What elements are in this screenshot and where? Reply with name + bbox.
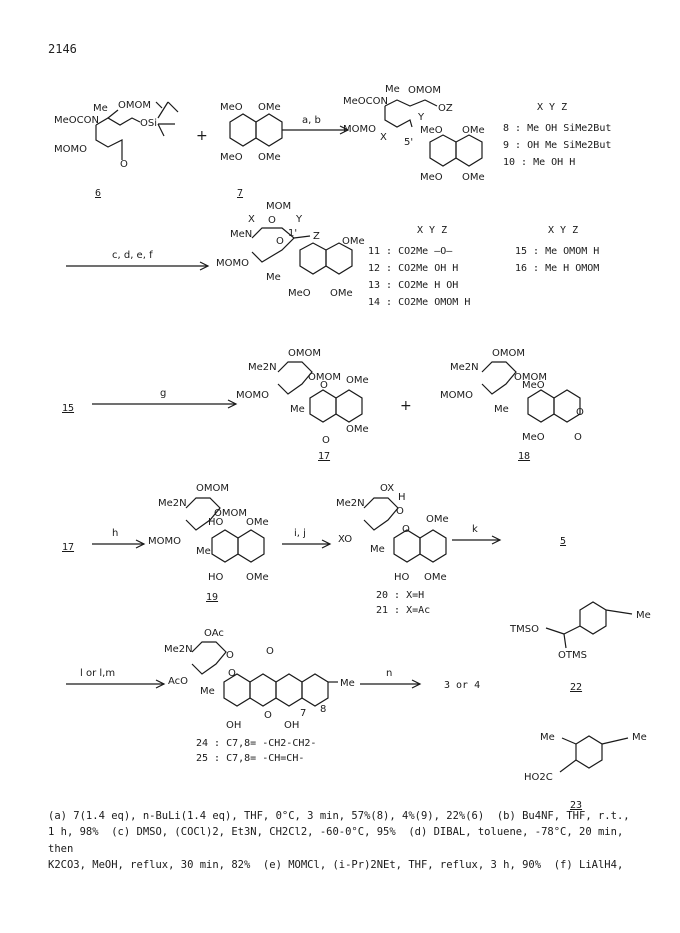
arrow-cdef bbox=[66, 250, 208, 270]
svg-text:Me: Me bbox=[340, 678, 355, 689]
svg-text:O: O bbox=[264, 710, 272, 721]
svg-text:Me2N: Me2N bbox=[164, 644, 193, 655]
svg-text:OMOM: OMOM bbox=[408, 85, 441, 96]
compound-ref-17: 17 bbox=[62, 542, 75, 553]
svg-text:OMOM: OMOM bbox=[214, 508, 247, 519]
svg-text:23: 23 bbox=[570, 800, 583, 811]
svg-text:17: 17 bbox=[318, 451, 331, 462]
svg-text:MOMO: MOMO bbox=[440, 390, 473, 401]
svg-text:10 : Me OH H: 10 : Me OH H bbox=[503, 157, 576, 168]
svg-text:Me: Me bbox=[266, 272, 281, 283]
arrow-lm bbox=[66, 668, 164, 688]
svg-text:OMOM: OMOM bbox=[288, 348, 321, 359]
svg-text:5': 5' bbox=[404, 137, 414, 148]
svg-text:OSi: OSi bbox=[140, 118, 157, 129]
svg-text:OMOM: OMOM bbox=[514, 372, 547, 383]
svg-text:O: O bbox=[320, 380, 328, 391]
svg-text:8 : Me OH SiMe2But: 8 : Me OH SiMe2But bbox=[503, 123, 612, 134]
svg-text:OMe: OMe bbox=[342, 236, 365, 247]
svg-text:X: X bbox=[248, 214, 255, 225]
svg-text:O: O bbox=[276, 236, 284, 247]
svg-text:OAc: OAc bbox=[204, 628, 224, 639]
compound-24-25 bbox=[164, 628, 355, 764]
svg-text:Me: Me bbox=[632, 732, 647, 743]
svg-text:6: 6 bbox=[95, 188, 102, 199]
svg-text:k: k bbox=[472, 524, 478, 535]
svg-text:MeO: MeO bbox=[220, 152, 243, 163]
svg-text:Z: Z bbox=[313, 231, 320, 242]
svg-text:OMe: OMe bbox=[246, 517, 269, 528]
svg-text:MeOCON: MeOCON bbox=[54, 115, 99, 126]
svg-text:OMOM: OMOM bbox=[308, 372, 341, 383]
plus-sign-2: + bbox=[400, 398, 412, 414]
svg-text:h: h bbox=[112, 528, 119, 539]
svg-text:X: X bbox=[380, 132, 387, 143]
table-15-16 bbox=[515, 225, 599, 274]
svg-text:OH: OH bbox=[226, 720, 242, 731]
table-8-10 bbox=[503, 102, 611, 168]
svg-text:Me: Me bbox=[540, 732, 555, 743]
compound-8-10 bbox=[343, 84, 485, 183]
svg-text:OMOM: OMOM bbox=[118, 100, 151, 111]
svg-text:18: 18 bbox=[518, 451, 531, 462]
svg-text:OMe: OMe bbox=[258, 102, 281, 113]
svg-text:O: O bbox=[266, 646, 274, 657]
svg-text:O: O bbox=[226, 650, 234, 661]
svg-text:HO: HO bbox=[208, 572, 224, 583]
svg-text:OMe: OMe bbox=[424, 572, 447, 583]
svg-text:Me: Me bbox=[636, 610, 651, 621]
svg-text:TMSO: TMSO bbox=[510, 624, 539, 635]
svg-text:i, j: i, j bbox=[294, 528, 306, 539]
svg-text:OMe: OMe bbox=[426, 514, 449, 525]
svg-text:24 : C7,8= -CH2-CH2-: 24 : C7,8= -CH2-CH2- bbox=[196, 738, 317, 749]
arrow-g bbox=[92, 388, 236, 408]
svg-text:HO2C: HO2C bbox=[524, 772, 553, 783]
svg-text:a, b: a, b bbox=[302, 115, 321, 126]
svg-text:g: g bbox=[160, 388, 167, 399]
reagents-footnote: (a) 7(1.4 eq), n-BuLi(1.4 eq), THF, 0°C, 3 min, 57%(8), 4%(9), 22%(6) (b) Bu4NF, THF, r.t., 1 h, 98% (c) DMSO, (COCl)2, Et3N, CH2Cl2, -60-0°C, 95% (d) DIBAL, toluene, -78°C, 20 min, then K2CO3, MeOH, reflux, 30 min, 82% (e) MOMCl, (i-Pr)2NEt, THF, reflux, 3 h, 90% (f) LiAlH4, bbox=[48, 810, 630, 871]
svg-text:Y: Y bbox=[418, 112, 425, 123]
svg-text:15 : Me OMOM H: 15 : Me OMOM H bbox=[515, 246, 600, 257]
compound-22 bbox=[509, 602, 651, 693]
svg-text:MOMO: MOMO bbox=[216, 258, 249, 269]
svg-text:Y: Y bbox=[296, 214, 303, 225]
svg-text:O: O bbox=[322, 435, 330, 446]
compound-18 bbox=[440, 348, 584, 462]
compound-11-16 bbox=[216, 201, 365, 299]
plus-sign-1: + bbox=[196, 128, 208, 144]
svg-text:X Y Z: X Y Z bbox=[548, 225, 579, 236]
svg-text:Me: Me bbox=[385, 84, 400, 95]
svg-text:13 : CO2Me H OH: 13 : CO2Me H OH bbox=[368, 280, 459, 291]
page-number: 2146 bbox=[48, 42, 77, 56]
svg-text:O: O bbox=[228, 668, 236, 679]
svg-text:OX: OX bbox=[380, 483, 395, 494]
svg-text:OMe: OMe bbox=[346, 424, 369, 435]
svg-text:20 : X=H: 20 : X=H bbox=[376, 590, 425, 601]
svg-text:MeOCON: MeOCON bbox=[343, 96, 388, 107]
svg-text:Me: Me bbox=[196, 546, 211, 557]
svg-text:MOM: MOM bbox=[266, 201, 292, 212]
svg-text:Me: Me bbox=[370, 544, 385, 555]
svg-text:H: H bbox=[398, 492, 406, 503]
compound-6 bbox=[54, 100, 178, 199]
compound-20-21 bbox=[336, 483, 449, 616]
arrow-k bbox=[452, 524, 500, 544]
svg-text:O: O bbox=[576, 407, 584, 418]
svg-text:MeO: MeO bbox=[220, 102, 243, 113]
svg-text:OMe: OMe bbox=[346, 375, 369, 386]
svg-text:25 : C7,8= -CH=CH-: 25 : C7,8= -CH=CH- bbox=[196, 753, 305, 764]
svg-text:12 : CO2Me OH H: 12 : CO2Me OH H bbox=[368, 263, 459, 274]
svg-text:OMOM: OMOM bbox=[196, 483, 229, 494]
svg-text:16 : Me H OMOM: 16 : Me H OMOM bbox=[515, 263, 600, 274]
svg-text:HO: HO bbox=[208, 517, 224, 528]
svg-text:MOMO: MOMO bbox=[54, 144, 87, 155]
svg-text:MeO: MeO bbox=[522, 432, 545, 443]
svg-text:21 : X=Ac: 21 : X=Ac bbox=[376, 605, 431, 616]
svg-text:O: O bbox=[396, 506, 404, 517]
compound-19 bbox=[148, 483, 269, 603]
svg-text:Me2N: Me2N bbox=[336, 498, 365, 509]
svg-text:OMe: OMe bbox=[258, 152, 281, 163]
svg-text:Me2N: Me2N bbox=[158, 498, 187, 509]
svg-text:O: O bbox=[268, 215, 276, 226]
arrow-ab bbox=[282, 115, 348, 134]
svg-text:OMe: OMe bbox=[462, 172, 485, 183]
svg-text:n: n bbox=[386, 668, 393, 679]
svg-text:MOMO: MOMO bbox=[236, 390, 269, 401]
svg-text:7: 7 bbox=[300, 708, 307, 719]
svg-text:MeO: MeO bbox=[420, 172, 443, 183]
compound-23 bbox=[524, 732, 647, 811]
svg-text:Me2N: Me2N bbox=[450, 362, 479, 373]
svg-text:MeN: MeN bbox=[230, 229, 253, 240]
compound-7 bbox=[220, 102, 282, 199]
svg-text:MeO: MeO bbox=[420, 125, 443, 136]
svg-text:O: O bbox=[574, 432, 582, 443]
svg-text:MOMO: MOMO bbox=[148, 536, 181, 547]
svg-text:Me: Me bbox=[494, 404, 509, 415]
svg-text:Me2N: Me2N bbox=[248, 362, 277, 373]
products-3-or-4: 3 or 4 bbox=[444, 680, 481, 691]
svg-text:O: O bbox=[402, 524, 410, 535]
svg-text:22: 22 bbox=[570, 682, 583, 693]
svg-text:OMe: OMe bbox=[462, 125, 485, 136]
arrow-h bbox=[92, 528, 144, 548]
svg-text:Me: Me bbox=[290, 404, 305, 415]
table-11-14 bbox=[368, 225, 470, 308]
svg-text:9 : OH Me SiMe2But: 9 : OH Me SiMe2But bbox=[503, 140, 612, 151]
svg-text:MOMO: MOMO bbox=[343, 124, 376, 135]
svg-text:HO: HO bbox=[394, 572, 410, 583]
svg-text:OMe: OMe bbox=[246, 572, 269, 583]
svg-text:MeO: MeO bbox=[288, 288, 311, 299]
compound-17 bbox=[236, 348, 369, 462]
compound-ref-5: 5 bbox=[560, 536, 567, 547]
svg-text:11 : CO2Me –O–: 11 : CO2Me –O– bbox=[368, 246, 453, 257]
svg-text:7: 7 bbox=[237, 188, 244, 199]
svg-text:OMe: OMe bbox=[330, 288, 353, 299]
svg-text:O: O bbox=[120, 159, 128, 170]
svg-text:Me: Me bbox=[200, 686, 215, 697]
compound-ref-15: 15 bbox=[62, 403, 75, 414]
arrow-n bbox=[360, 668, 420, 688]
svg-text:XO: XO bbox=[338, 534, 353, 545]
svg-text:Me: Me bbox=[93, 103, 108, 114]
svg-text:8: 8 bbox=[320, 704, 327, 715]
svg-text:X Y Z: X Y Z bbox=[537, 102, 568, 113]
svg-text:OZ: OZ bbox=[438, 103, 453, 114]
svg-text:19: 19 bbox=[206, 592, 219, 603]
svg-text:AcO: AcO bbox=[168, 676, 189, 687]
svg-text:c, d, e, f: c, d, e, f bbox=[112, 250, 153, 261]
svg-text:l or l,m: l or l,m bbox=[80, 668, 116, 679]
svg-text:14 : CO2Me OMOM H: 14 : CO2Me OMOM H bbox=[368, 297, 471, 308]
svg-text:1': 1' bbox=[288, 228, 298, 239]
svg-text:MeO: MeO bbox=[522, 380, 545, 391]
arrow-ij bbox=[282, 528, 330, 548]
svg-text:OTMS: OTMS bbox=[558, 650, 587, 661]
svg-text:X Y Z: X Y Z bbox=[417, 225, 448, 236]
svg-text:OH: OH bbox=[284, 720, 300, 731]
svg-text:OMOM: OMOM bbox=[492, 348, 525, 359]
